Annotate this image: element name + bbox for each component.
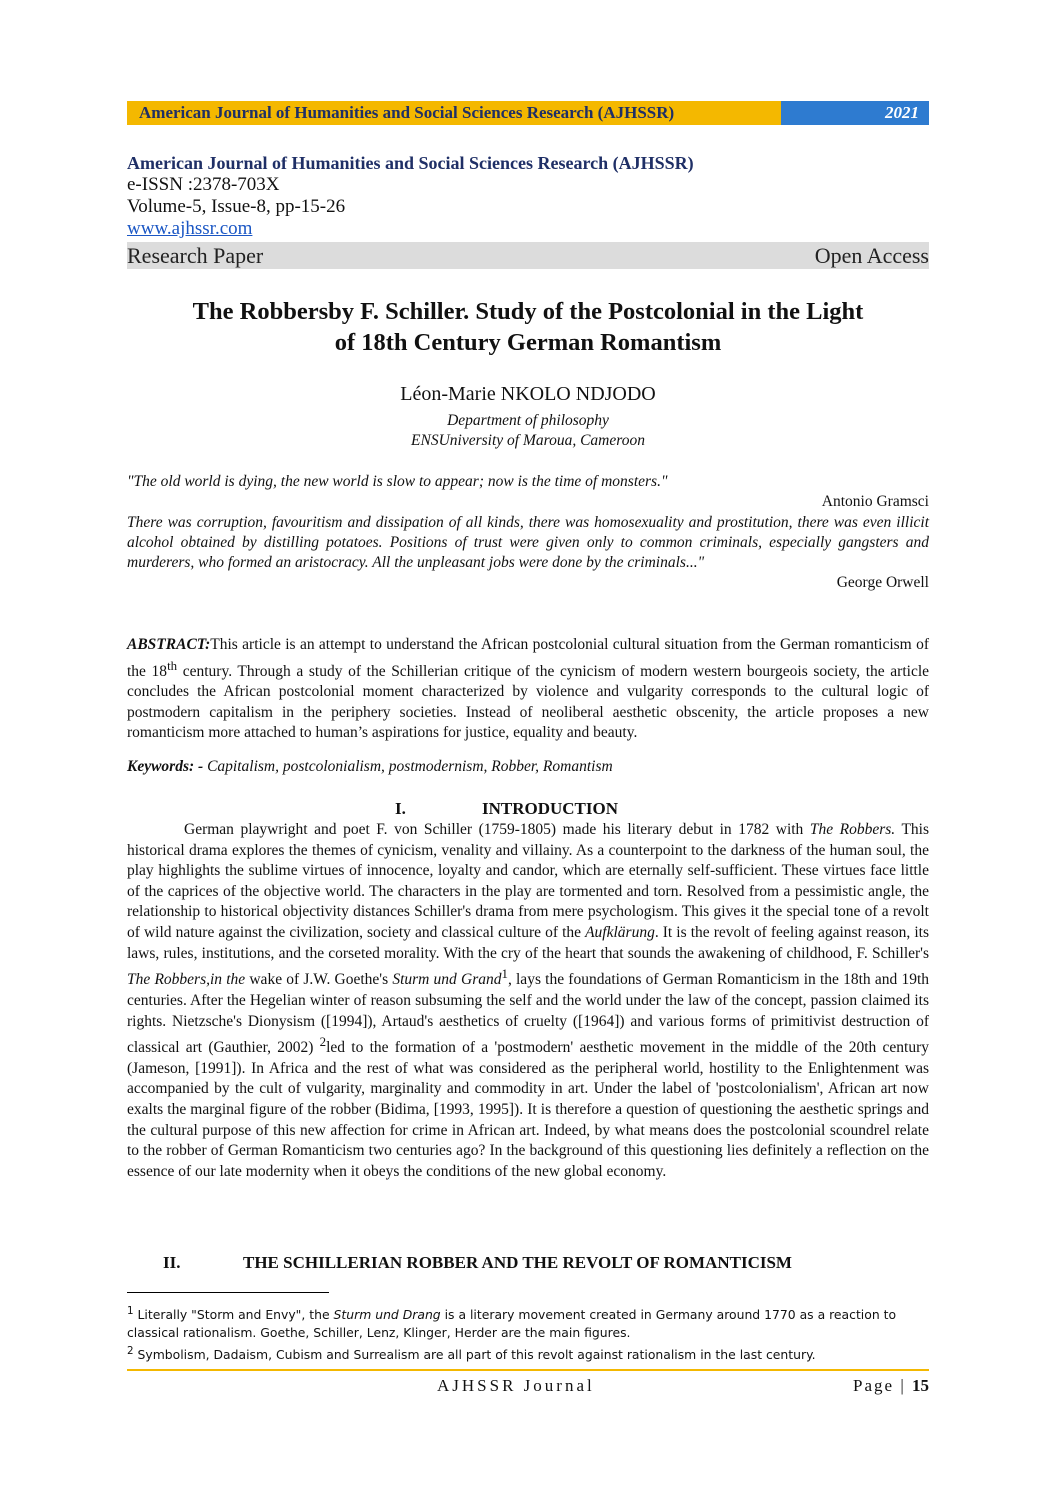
journal-header-bar — [127, 101, 929, 125]
introduction-paragraph — [127, 820, 929, 1182]
publication-meta — [127, 152, 929, 269]
body-text: wake of J.W. Goethe's — [245, 971, 393, 989]
abstract-text: This article is an attempt to understand the African postcolonial cultural situation from the German romanticism of the 18 — [127, 636, 929, 680]
footnote-number: 1 — [127, 1305, 134, 1317]
body-text: . It is the revolt of feeling against reason, its laws, rules, institutions, and the corseted morality. With the cry of the heart that sounds the awakening of childhood, F. Schiller's — [127, 923, 929, 962]
footnotes — [127, 1302, 937, 1364]
page-footer — [127, 1376, 929, 1398]
body-italic: Aufklärung — [585, 923, 655, 941]
body-text: German playwright and poet F. von Schiller (1759-1805) made his literary debut in 1782 with — [184, 821, 810, 838]
keywords-label: Keywords: - — [127, 758, 204, 775]
body-text: , lays the foundations of German Romanticism in the 18th and 19th centuries. After the Hegelian winter of reason subsuming the self and the world under the law of the concept, passion claimed its rights. Nietzsche's Dionysism ([1994]), Artaud's aesthetics of cruelty ([1964]) and various forms of primitivist destruction of classical art (Gauthier, 2002) — [127, 971, 930, 1057]
keywords-text: Capitalism, postcolonialism, postmodernism, Robber, Romantism — [203, 758, 613, 775]
footnote-text: Literally "Storm and Envy", the — [133, 1307, 334, 1323]
footer-page — [853, 1376, 929, 1396]
footnote-ref[interactable]: 2 — [319, 1034, 327, 1050]
epigraph-attribution: Antonio Gramsci — [821, 493, 929, 510]
footer-journal: AJHSSR Journal — [437, 1376, 595, 1395]
issn: e-ISSN :2378-703X — [127, 174, 280, 195]
body-italic: The Robbers. — [809, 821, 896, 838]
body-text: This historical drama explores the themes of cynicism, venality and villainy. As a counterpoint to the darkness of the human soul, the play highlights the sublime virtues of innocence, loyalty and candor, which are eternally self-sufficient. These virtues face little of the caprices of the objective world. The characters in the play are tormented and torn. Resolved from a pessimistic angle, the relationship to historical objectivity distances Schiller's drama from mere psychologism. This gives it the special tone of a revolt of wild nature against the civilization, society and classical culture of the — [127, 821, 930, 941]
body-italic: Sturm und Grand — [392, 971, 502, 989]
section-title: THE SCHILLERIAN ROBBER AND THE REVOLT OF ROMANTICISM — [243, 1253, 792, 1272]
footnote-ref[interactable]: 1 — [501, 966, 508, 982]
volume-issue: Volume-5, Issue-8, pp-15-26 — [127, 196, 346, 217]
page-number: 15 — [912, 1376, 929, 1395]
footer-divider — [127, 1369, 929, 1371]
header-year: 2021 — [781, 101, 929, 125]
page-label: Page | — [853, 1376, 906, 1395]
epigraph-quote: "The old world is dying, the new world is slow to appear; now is the time of monsters." — [127, 473, 668, 490]
paper-type-bar — [127, 242, 929, 269]
journal-name: American Journal of Humanities and Social Sciences Research (AJHSSR) — [127, 153, 694, 173]
access-type: Open Access — [814, 242, 929, 268]
affiliation-department: Department of philosophy — [447, 412, 609, 429]
title-line-1: The Robbersby F. Schiller. Study of the Postcolonial in the Light — [192, 298, 864, 325]
footnote-2 — [127, 1342, 937, 1364]
epigraph-quote: There was corruption, favouritism and dissipation of all kinds, there was homosexuality and prostitution, there was even illicit alcohol obtained by distilling potatoes. Positions of trust were given only to common criminals, especially gangsters and murderers, who formed an aristocracy. All the unpleasant jobs were done by the criminals..." — [127, 514, 929, 571]
title-line-2: of 18th Century German Romantism — [334, 329, 722, 356]
footnote-number: 2 — [127, 1345, 134, 1358]
footnote-text: is a literary movement created in Germany around 1770 as a reaction to classical rationalism. Goethe, Schiller, Lenz, Klinger, Herder are the main figures. — [127, 1307, 897, 1341]
abstract-superscript: th — [167, 657, 178, 673]
section-title: INTRODUCTION — [482, 799, 619, 818]
section-number: I. — [395, 799, 406, 818]
keywords — [127, 758, 929, 776]
footnote-italic: Sturm und Drang — [333, 1307, 441, 1323]
body-text: led to the formation of a 'postmodern' aesthetic movement in the middle of the 20th century (Jameson, [1991]). In Africa and the rest of what was considered as the peripheral world, hostility to the Enlightenment was accompanied by the cult of vulgarity, marginality and commodity in art. Under the label of 'postcolonialism', African art now exalts the marginal figure of the robber (Bidima, [1993, 1995]). It is therefore a question of questioning the aesthetic springs and the cultural purpose of this new affection for crime in African art. Indeed, by what means does the postcolonial scoundrel relate to the robber of German Romanticism two centuries ago? In the background of this questioning lies definitely a reflection on the essence of our late modernity when it obeys the conditions of the new global economy. — [127, 1039, 930, 1180]
epigraph-gramsci — [127, 472, 929, 512]
author-name: Léon-Marie NKOLO NDJODO — [400, 383, 656, 405]
abstract-label: ABSTRACT: — [127, 636, 211, 653]
paper-title — [127, 296, 929, 358]
section-number: II. — [163, 1253, 181, 1272]
footnote-text: Symbolism, Dadaism, Cubism and Surrealism are all part of this revolt against rationalism in the last century. — [133, 1347, 816, 1363]
footnote-1 — [127, 1302, 937, 1342]
header-journal-title: American Journal of Humanities and Social Sciences Research (AJHSSR) — [127, 101, 781, 125]
paper-type: Research Paper — [127, 242, 264, 268]
footnote-divider — [127, 1292, 329, 1293]
body-italic: The Robbers,in the — [127, 971, 246, 989]
epigraph-attribution: George Orwell — [836, 574, 929, 591]
abstract-text-cont: century. Through a study of the Schillerian critique of the cynicism of modern western bourgeois society, the article concludes the African postcolonial moment characterized by violence and vulgarity corresponds to the cultural logic of postmodern capitalism in the periphery societies. Instead of neoliberal aesthetic obscenity, the article proposes a new romanticism more attached to human’s aspirations for justice, equality and beauty. — [127, 662, 930, 742]
abstract — [127, 635, 929, 744]
affiliation-university: ENSUniversity of Maroua, Cameroon — [411, 432, 645, 449]
journal-url-link[interactable]: www.ajhssr.com — [127, 218, 253, 239]
epigraph-orwell — [127, 513, 929, 593]
